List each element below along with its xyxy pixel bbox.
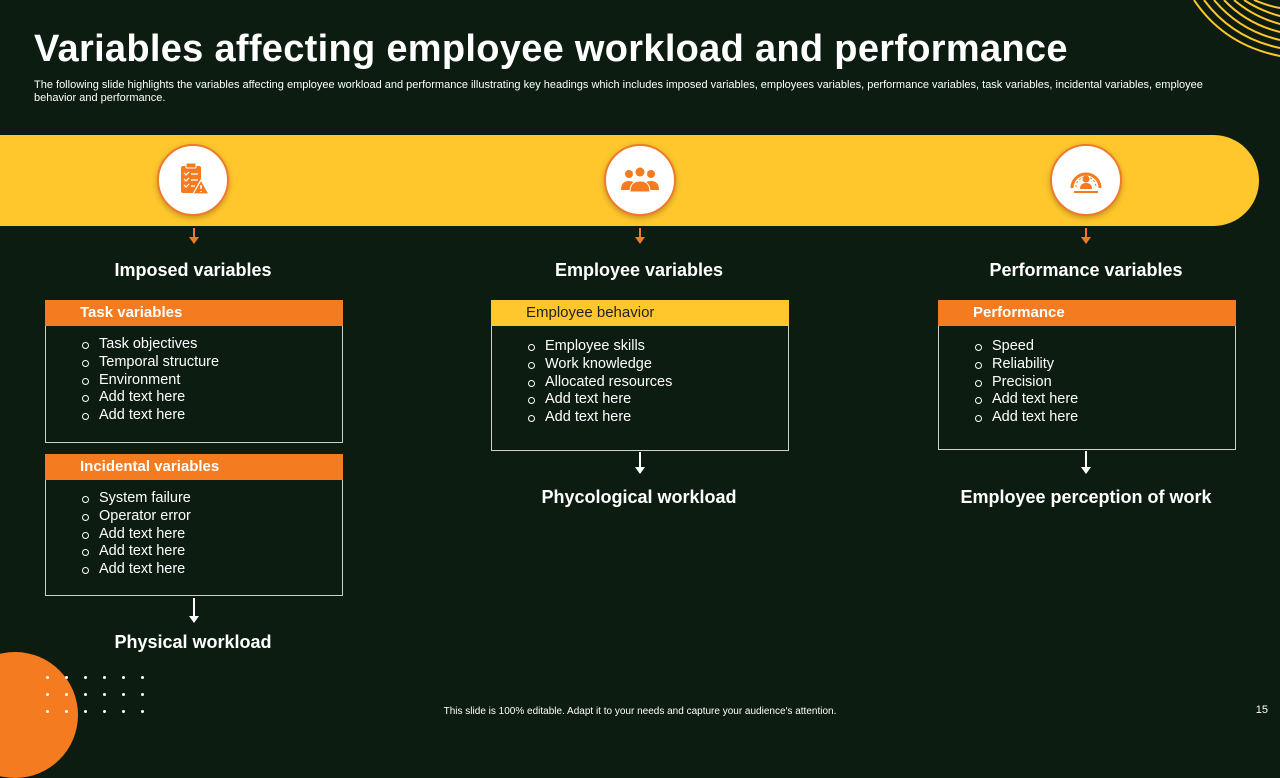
box-task-variables bbox=[45, 300, 343, 443]
list-item: Add text here bbox=[528, 409, 788, 427]
corner-stripes-decoration bbox=[1184, 0, 1280, 62]
page-title: Variables affecting employee workload and performance bbox=[34, 28, 1068, 70]
list-item: System failure bbox=[82, 490, 342, 508]
list-item: Add text here bbox=[82, 543, 342, 561]
list-item: Add text here bbox=[82, 407, 342, 425]
list-item: Environment bbox=[82, 372, 342, 390]
list-item: Add text here bbox=[975, 409, 1235, 427]
list-item: Work knowledge bbox=[528, 356, 788, 374]
column-title-imposed: Imposed variables bbox=[114, 260, 272, 280]
list-item: Employee skills bbox=[528, 338, 788, 356]
box-header: Incidental variables bbox=[45, 454, 343, 480]
outcome-phycological-workload: Phycological workload bbox=[541, 487, 737, 507]
column-title-performance: Performance variables bbox=[989, 260, 1183, 280]
list-item: Add text here bbox=[82, 561, 342, 579]
arrow-down-icon bbox=[193, 598, 195, 622]
arrow-down-icon bbox=[1085, 451, 1087, 473]
list-item: Task objectives bbox=[82, 336, 342, 354]
list bbox=[492, 326, 788, 427]
arrow-down-icon bbox=[1085, 228, 1087, 243]
box-header: Performance bbox=[938, 300, 1236, 326]
list bbox=[939, 326, 1235, 427]
page-subtitle: The following slide highlights the variables affecting employee workload and performance illustrating key headings which includes imposed variables, employees variables, performance variables, task variables, incidental variables, employee behavior and performance. bbox=[34, 79, 1203, 104]
box-header: Employee behavior bbox=[491, 300, 789, 326]
list-item: Temporal structure bbox=[82, 354, 342, 372]
arrow-down-icon bbox=[639, 228, 641, 243]
box-employee-behavior bbox=[491, 300, 789, 451]
arrow-down-icon bbox=[639, 452, 641, 473]
list-item: Speed bbox=[975, 338, 1235, 356]
team-group-icon bbox=[604, 144, 676, 216]
list-item: Add text here bbox=[82, 389, 342, 407]
list-item: Add text here bbox=[82, 526, 342, 544]
list bbox=[46, 326, 342, 425]
outcome-physical-workload: Physical workload bbox=[114, 632, 272, 652]
box-performance bbox=[938, 300, 1236, 450]
box-header: Task variables bbox=[45, 300, 343, 326]
column-title-employee: Employee variables bbox=[554, 260, 724, 280]
outcome-employee-perception: Employee perception of work bbox=[960, 487, 1212, 507]
arrow-down-icon bbox=[193, 228, 195, 243]
list-item: Operator error bbox=[82, 508, 342, 526]
checklist-warning-icon bbox=[157, 144, 229, 216]
list-item: Add text here bbox=[528, 391, 788, 409]
list-item: Allocated resources bbox=[528, 374, 788, 392]
list-item: Precision bbox=[975, 374, 1235, 392]
list-item: Reliability bbox=[975, 356, 1235, 374]
footer-note: This slide is 100% editable. Adapt it to your needs and capture your audience's attention. bbox=[443, 706, 837, 717]
page-number: 15 bbox=[1255, 704, 1268, 716]
list bbox=[46, 480, 342, 579]
list-item: Add text here bbox=[975, 391, 1235, 409]
speedometer-user-icon bbox=[1050, 144, 1122, 216]
box-incidental-variables bbox=[45, 454, 343, 596]
